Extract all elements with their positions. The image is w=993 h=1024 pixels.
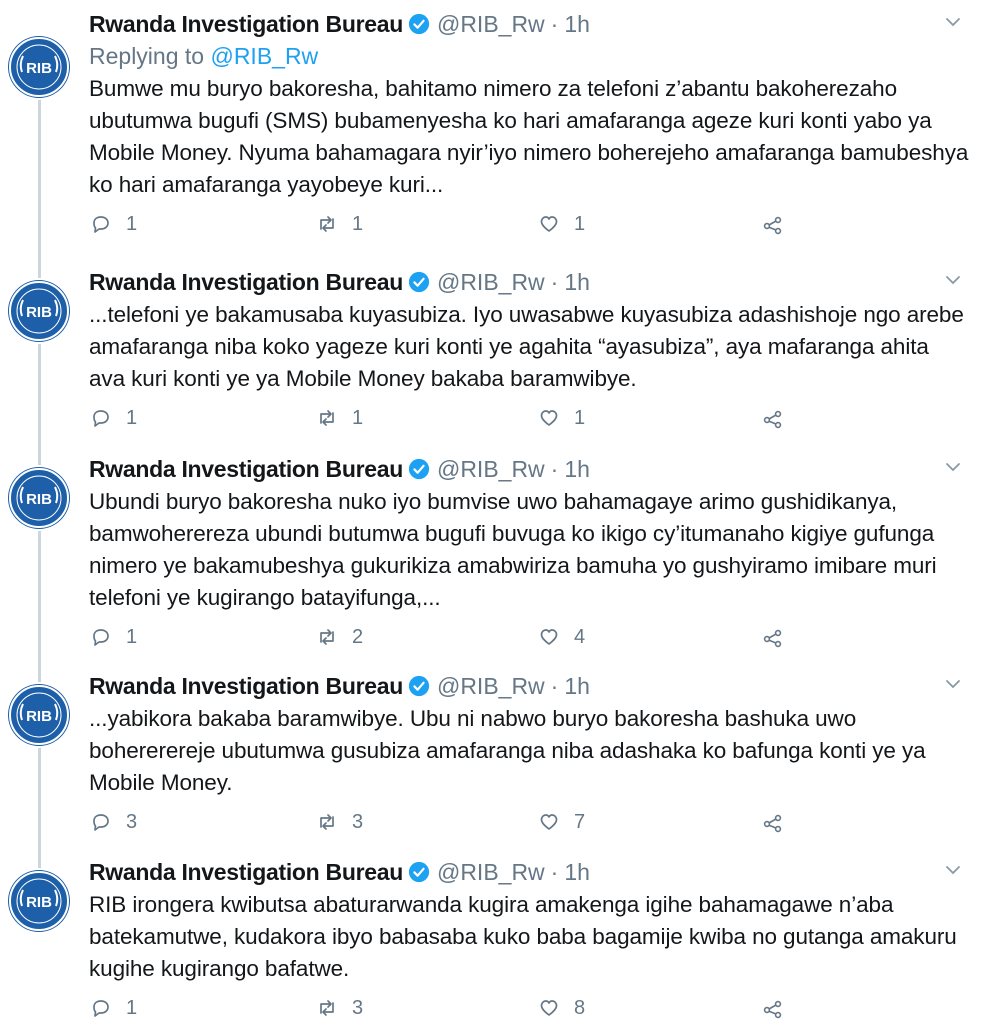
- avatar-logo-text: RIB: [26, 60, 52, 77]
- tweet-text: Bumwe mu buryo bakoresha, bahitamo nimero za telefoni z’abantu bakoherezaho ubutumwa bugufi (SMS) bubamenyesha ko hari amafaranga ageze kuri konti yabo ya Mobile Money. Nyuma bahamagara nyir’iyo nimero boherejeho amafaranga bamubeshya ko hari amafaranga yayobeye kuri...: [89, 76, 969, 197]
- chevron-down-icon[interactable]: [943, 674, 963, 694]
- retweet-icon: [315, 625, 339, 649]
- account-handle[interactable]: @RIB_Rw: [436, 858, 545, 885]
- retweet-button[interactable]: [315, 209, 363, 239]
- chevron-down-icon[interactable]: [943, 860, 963, 880]
- separator-dot: ·: [550, 858, 559, 885]
- replying-to: [89, 40, 969, 72]
- avatar[interactable]: [8, 280, 70, 342]
- retweet-button[interactable]: [315, 622, 363, 652]
- share-icon: [761, 212, 785, 236]
- verified-badge-icon: [408, 861, 430, 883]
- retweet-button[interactable]: [315, 993, 363, 1023]
- reply-icon: [89, 810, 113, 834]
- tweet-timestamp[interactable]: 1h: [564, 455, 590, 482]
- like-button[interactable]: [537, 993, 585, 1023]
- tweet-text: RIB irongera kwibutsa abaturarwanda kugira amakenga igihe bahamagawe n’aba batekamutwe, kudakora ibyo babasaba kuko baba bagamije kwiba no gutanga amakuru kugihe kugirango bafatwe.: [89, 892, 957, 981]
- replying-to-mention[interactable]: @RIB_Rw: [210, 43, 319, 69]
- tweet-text: ...telefoni ye bakamusaba kuyasubiza. Iyo uwasabwe kuyasubiza adashishoje ngo arebe amafaranga niba koko yageze kuri konti ye agahita “ayasubiza”, aya mafaranga ahita ava kuri konti ye ya Mobile Money bakaba baramwibye.: [89, 302, 964, 391]
- tweet-timestamp[interactable]: 1h: [564, 10, 590, 37]
- avatar-logo-text: RIB: [26, 304, 52, 321]
- retweet-icon: [315, 810, 339, 834]
- reply-icon: [89, 996, 113, 1020]
- retweet-count: 1: [352, 406, 364, 429]
- share-icon: [761, 625, 785, 649]
- verified-badge-icon: [408, 675, 430, 697]
- chevron-down-icon[interactable]: [943, 270, 963, 290]
- retweet-icon: [315, 212, 339, 236]
- retweet-icon: [315, 996, 339, 1020]
- verified-badge-icon: [408, 271, 430, 293]
- tweet-actions: [89, 622, 969, 652]
- retweet-count: 2: [352, 625, 364, 648]
- tweet-timestamp[interactable]: 1h: [564, 268, 590, 295]
- reply-icon: [89, 406, 113, 430]
- tweet-actions: [89, 403, 969, 433]
- like-count: 8: [574, 996, 586, 1019]
- retweet-count: 3: [352, 996, 364, 1019]
- reply-count: 1: [126, 625, 138, 648]
- account-name[interactable]: Rwanda Investigation Bureau: [89, 672, 403, 699]
- tweet-timestamp[interactable]: 1h: [564, 858, 590, 885]
- share-icon: [761, 406, 785, 430]
- avatar[interactable]: [8, 684, 70, 746]
- reply-button[interactable]: [89, 403, 137, 433]
- reply-button[interactable]: [89, 622, 137, 652]
- avatar[interactable]: [8, 36, 70, 98]
- avatar-logo-text: RIB: [26, 708, 52, 725]
- heart-icon: [537, 406, 561, 430]
- share-button[interactable]: [761, 209, 785, 239]
- like-button[interactable]: [537, 807, 585, 837]
- separator-dot: ·: [550, 672, 559, 699]
- share-button[interactable]: [761, 807, 785, 837]
- retweet-icon: [315, 406, 339, 430]
- separator-dot: ·: [550, 10, 559, 37]
- reply-count: 1: [126, 212, 138, 235]
- avatar-logo-text: RIB: [26, 491, 52, 508]
- retweet-button[interactable]: [315, 807, 363, 837]
- avatar[interactable]: [8, 467, 70, 529]
- reply-button[interactable]: [89, 807, 137, 837]
- share-icon: [761, 996, 785, 1020]
- reply-count: 3: [126, 810, 138, 833]
- retweet-button[interactable]: [315, 403, 363, 433]
- share-button[interactable]: [761, 403, 785, 433]
- tweet-text: Ubundi buryo bakoresha nuko iyo bumvise uwo bahamagaye arimo gushidikanya, bamwoherereza ubundi butumwa bugufi buvuga ko ikigo cy’itumanaho kigiye gufunga nimero ye bakamubeshya gukurikiza amabwiriza bamuha yo gushyiramo imibare muri telefoni ye kugirango batayifunga,...: [89, 489, 937, 610]
- like-count: 4: [574, 625, 586, 648]
- heart-icon: [537, 625, 561, 649]
- account-name[interactable]: Rwanda Investigation Bureau: [89, 10, 403, 37]
- like-button[interactable]: [537, 403, 585, 433]
- account-handle[interactable]: @RIB_Rw: [436, 10, 545, 37]
- tweet-actions: [89, 993, 969, 1023]
- account-name[interactable]: Rwanda Investigation Bureau: [89, 455, 403, 482]
- like-count: 1: [574, 406, 586, 429]
- tweet-actions: [89, 209, 969, 239]
- reply-button[interactable]: [89, 993, 137, 1023]
- reply-icon: [89, 625, 113, 649]
- separator-dot: ·: [550, 268, 559, 295]
- account-handle[interactable]: @RIB_Rw: [436, 268, 545, 295]
- chevron-down-icon[interactable]: [943, 457, 963, 477]
- tweet-timestamp[interactable]: 1h: [564, 672, 590, 699]
- reply-button[interactable]: [89, 209, 137, 239]
- share-button[interactable]: [761, 622, 785, 652]
- avatar-logo-text: RIB: [26, 894, 52, 911]
- heart-icon: [537, 212, 561, 236]
- tweet-actions: [89, 807, 969, 837]
- account-handle[interactable]: @RIB_Rw: [436, 455, 545, 482]
- chevron-down-icon[interactable]: [943, 12, 963, 32]
- verified-badge-icon: [408, 13, 430, 35]
- account-name[interactable]: Rwanda Investigation Bureau: [89, 858, 403, 885]
- tweet-text: ...yabikora bakaba baramwibye. Ubu ni nabwo buryo bakoresha bashuka uwo bohererereje ubutumwa gusubiza amafaranga niba adashaka ko bafunga konti ye ya Mobile Money.: [89, 706, 926, 795]
- separator-dot: ·: [550, 455, 559, 482]
- heart-icon: [537, 810, 561, 834]
- verified-badge-icon: [408, 458, 430, 480]
- reply-count: 1: [126, 996, 138, 1019]
- replying-to-label: Replying to: [89, 43, 205, 69]
- like-button[interactable]: [537, 209, 585, 239]
- like-count: 1: [574, 212, 586, 235]
- account-name[interactable]: Rwanda Investigation Bureau: [89, 268, 403, 295]
- retweet-count: 1: [352, 212, 364, 235]
- reply-icon: [89, 212, 113, 236]
- heart-icon: [537, 996, 561, 1020]
- avatar[interactable]: [8, 870, 70, 932]
- reply-count: 1: [126, 406, 138, 429]
- account-handle[interactable]: @RIB_Rw: [436, 672, 545, 699]
- like-count: 7: [574, 810, 586, 833]
- share-button[interactable]: [761, 993, 785, 1023]
- share-icon: [761, 810, 785, 834]
- retweet-count: 3: [352, 810, 364, 833]
- like-button[interactable]: [537, 622, 585, 652]
